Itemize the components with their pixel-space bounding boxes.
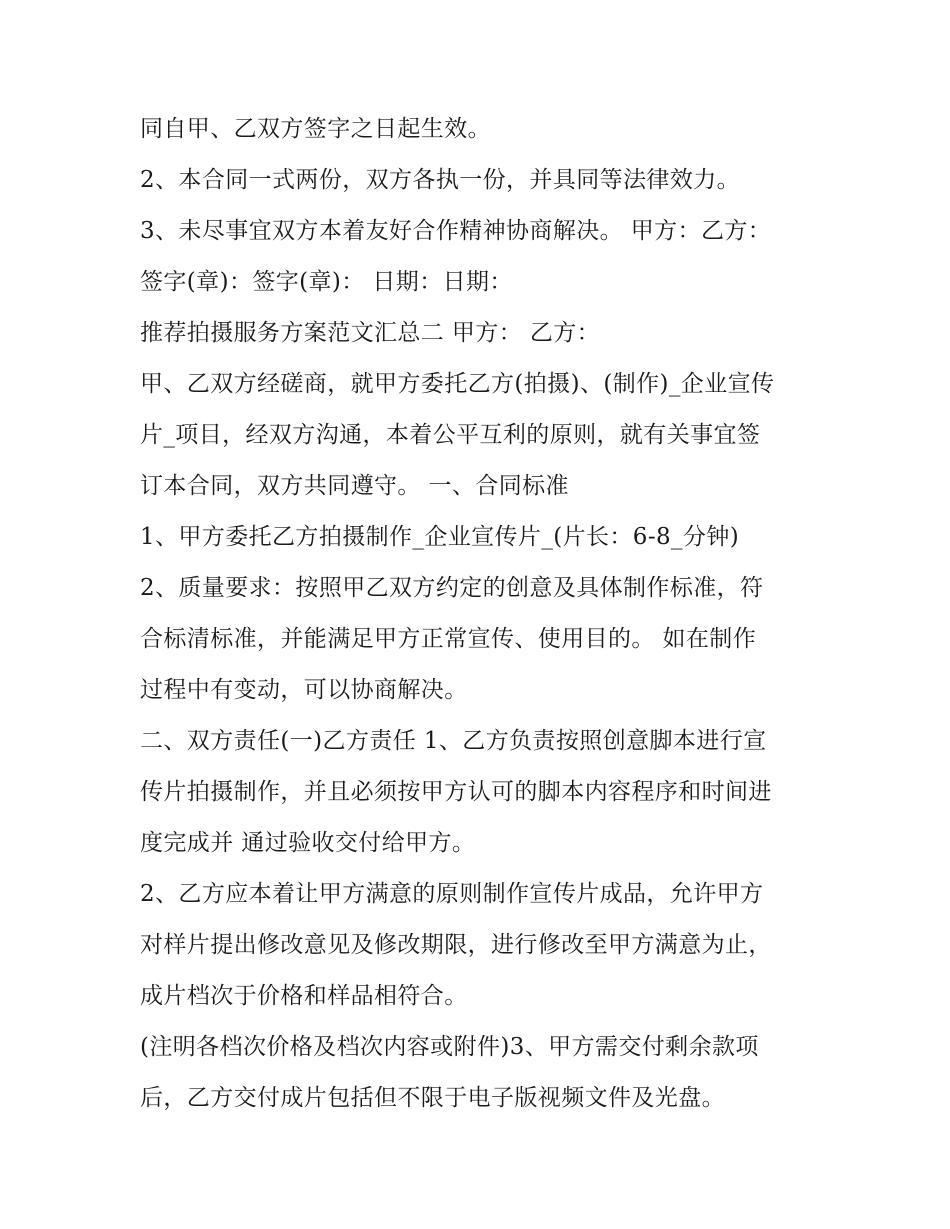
text-line: 1、甲方委托乙方拍摄制作_企业宣传片_(片长：6-8_分钟) xyxy=(140,524,740,550)
text-line: 合标清标准，并能满足甲方正常宣传、使用目的。 如在制作 xyxy=(140,626,757,652)
text-line: 2、本合同一式两份，双方各执一份，并具同等法律效力。 xyxy=(140,167,741,193)
text-line: 同自甲、乙双方签字之日起生效。 xyxy=(140,116,491,142)
text-line: 2、乙方应本着让甲方满意的原则制作宣传片成品，允许甲方 xyxy=(140,881,764,907)
text-line: 甲、乙双方经磋商，就甲方委托乙方(拍摄)、(制作)_企业宣传 xyxy=(140,371,775,397)
text-line: (注明各档次价格及档次内容或附件)3、甲方需交付剩余款项 xyxy=(140,1034,759,1060)
text-line: 传片拍摄制作，并且必须按甲方认可的脚本内容程序和时间进 xyxy=(140,779,772,805)
text-line: 成片档次于价格和样品相符合。 xyxy=(140,983,468,1009)
text-line: 对样片提出修改意见及修改期限，进行修改至甲方满意为止， xyxy=(140,932,772,958)
text-line: 订本合同，双方共同遵守。 一、合同标准 xyxy=(140,473,569,499)
text-line: 片_项目，经双方沟通，本着公平互利的原则，就有关事宜签 xyxy=(140,422,761,448)
text-line: 推荐拍摄服务方案范文汇总二 甲方： 乙方： xyxy=(140,320,601,346)
text-line: 签字(章)：签字(章)： 日期：日期： xyxy=(140,269,513,295)
text-line: 后，乙方交付成片包括但不限于电子版视频文件及光盘。 xyxy=(140,1085,725,1111)
text-line: 度完成并 通过验收交付给甲方。 xyxy=(140,830,476,856)
text-line: 2、质量要求：按照甲乙双方约定的创意及具体制作标准，符 xyxy=(140,575,764,601)
text-line: 二、双方责任(一)乙方责任 1、乙方负责按照创意脚本进行宣 xyxy=(140,728,767,754)
text-line: 3、未尽事宜双方本着友好合作精神协商解决。 甲方：乙方： xyxy=(140,218,772,244)
contract-text xyxy=(140,104,830,1124)
text-line: 过程中有变动，可以协商解决。 xyxy=(140,677,468,703)
